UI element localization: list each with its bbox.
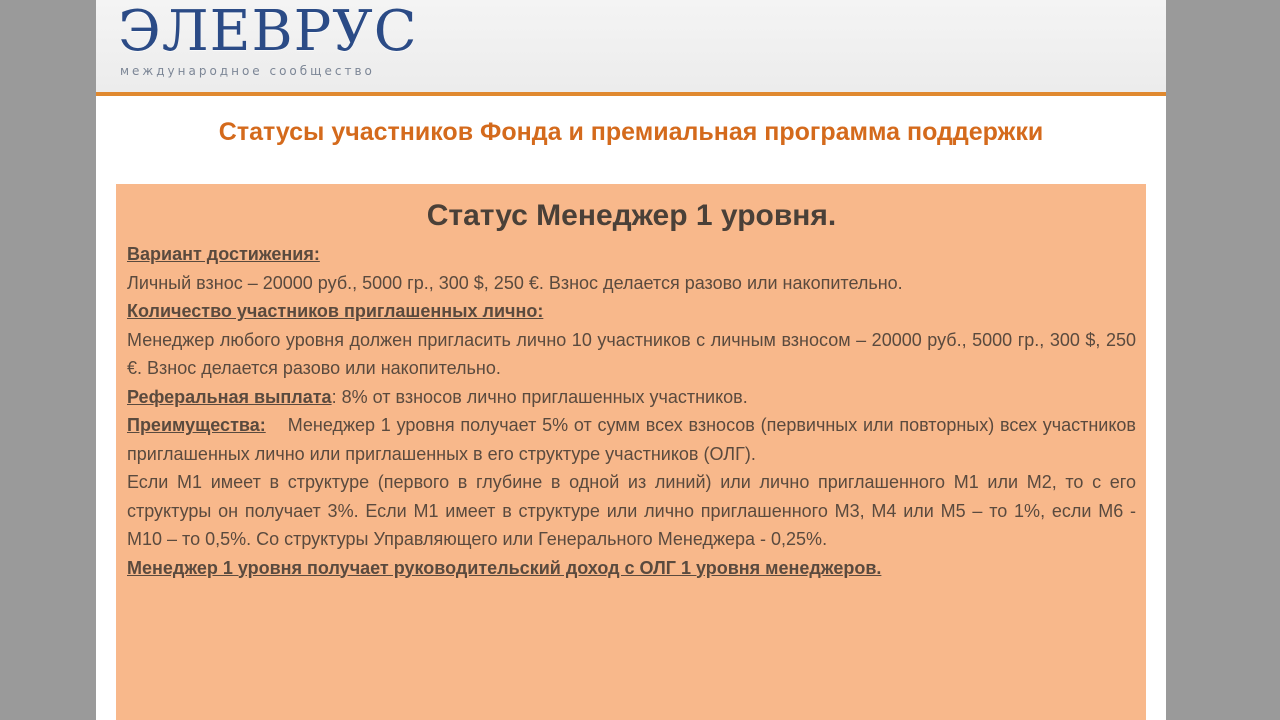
logo-name: ЭЛЕВРУС <box>118 0 418 64</box>
referral-section <box>127 383 1136 412</box>
content-box <box>116 184 1146 720</box>
advantages-label: Преимущества: <box>127 415 266 435</box>
final-section <box>127 554 1136 583</box>
advantages-text: Менеджер 1 уровня получает 5% от сумм всех взносов (первичных или повторных) всех участников приглашенных лично или приглашенных в его структуре участников (ОЛГ). <box>127 415 1136 464</box>
advantages-section <box>127 411 1136 468</box>
slide-title: Статусы участников Фонда и премиальная программа поддержки <box>218 118 1044 146</box>
referral-text: : 8% от взносов лично приглашенных участников. <box>331 386 748 407</box>
achievement-label: Вариант достижения: <box>127 244 320 264</box>
invited-section <box>127 297 1136 326</box>
achievement-text: Личный взнос – 20000 руб., 5000 гр., 300 $, 250 €. Взнос делается разово или накопительно. <box>127 272 903 293</box>
logo <box>118 2 418 78</box>
header-divider <box>96 92 1166 96</box>
referral-label: Реферальная выплата <box>127 386 332 407</box>
logo-subtitle: международное сообщество <box>120 64 375 78</box>
final-text: Менеджер 1 уровня получает руководительский доход с ОЛГ 1 уровня менеджеров. <box>127 557 882 578</box>
achievement-section <box>127 240 1136 269</box>
structure-text: Если М1 имеет в структуре (первого в глубине в одной из линий) или лично приглашенного М1 или М2, то с его структуры он получает 3%. Если М1 имеет в структуре или лично приглашенного М3, М4 или М5 – то 1%, если М6 - М10 – то 0,5%. Со структуры Управляющего или Генерального Менеджера - 0,25%. <box>127 472 1136 549</box>
status-heading: Статус Менеджер 1 уровня. <box>426 199 837 232</box>
header <box>96 0 1166 92</box>
invited-label: Количество участников приглашенных лично: <box>127 301 544 321</box>
slide <box>96 0 1166 720</box>
invited-text: Менеджер любого уровня должен пригласить лично 10 участников с личным взносом – 20000 руб., 5000 гр., 300 $, 250 €. Взнос делается разово или накопительно. <box>127 329 1136 378</box>
